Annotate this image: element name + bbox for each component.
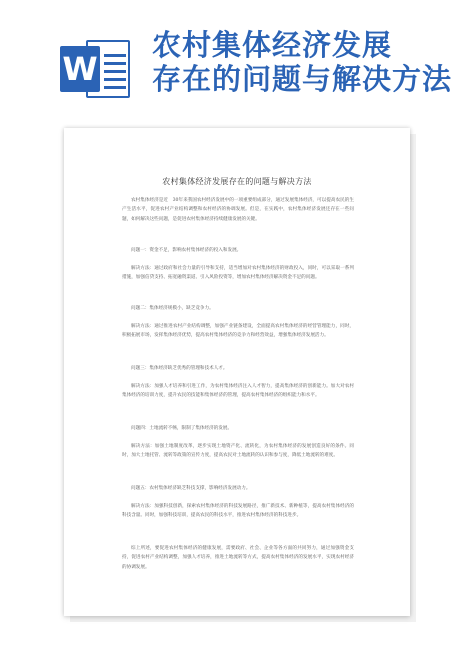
paragraph-conclusion: 综上所述，要促进农村集体经济的健康发展，需要政府、社会、企业等各方面的共同努力，通过加强资金支持，促进农村产业结构调整，加强人才培养，推进土地流转等方式，提高农村集体经济的发展水平，实现农村经济的协调发展。 — [122, 546, 354, 570]
banner-title — [152, 28, 474, 96]
paragraph-solution-1: 解决方法：通过政府和社会力量的引导和支持，适当增加对农村集体经济的财政投入，同时，可以采取一系列措施，加强信贷支持、拓宽融资渠道、引入风险投资等，增加农村集体经济解决资金不足的问题。 — [122, 266, 354, 281]
banner-title-line-2: 存在的问题与解决方法 — [152, 62, 453, 96]
paragraph-solution-3: 解决方法：加强人才培养和引进工作，为农村集体经济注入人才智力，提高集体经济的创新能力。加大对农村集体经济的培训力度，提升农民的技能和集体经济的管理，提高农村集体经济的组织能力和水平。 — [122, 384, 354, 399]
paragraph-problem-4: 问题四：土地流转不畅，限制了集体经济的发展。 — [131, 426, 233, 431]
document-page — [64, 128, 410, 616]
document-title: 农村集体经济发展存在的问题与解决方法 — [162, 177, 312, 186]
paragraph-solution-2: 解决方法：通过推进农村产业结构调整，加强产业链条建设，全面提高农村集体经济的经营管理能力，同时，积极拓展市场，发挥集体经济优势，提高农村集体经济的竞争力和经营效益，增强集体经济发展活力。 — [122, 324, 354, 339]
banner-title-line-1: 农村集体经济发展 — [152, 28, 393, 62]
paragraph-problem-2: 问题二：集体经济规模小，缺乏竞争力。 — [131, 306, 214, 311]
paragraph-problem-5: 问题五：农村集体经济缺乏科技支撑，影响经济发展动力。 — [131, 486, 251, 491]
word-letter-tile: W — [60, 46, 100, 92]
paragraph-intro: 农村集体经济是近 30年来我国农村经济发展中的一项重要组成部分，通过发展集体经济，可以提高农民的生产生活水平，促进农村产业结构调整和农村经济的协调发展。但是，在实践中，农村集体经济发展还存在一些问题，如何解决这些问题，是促进农村集体经济持续健康发展的关键。 — [122, 198, 354, 222]
paragraph-problem-1: 问题一：资金不足，影响农村集体经济的投入和发展。 — [131, 248, 242, 253]
word-document-icon — [60, 40, 132, 98]
paragraph-solution-4: 解决方法：加强土地制度改革，逐步实现土地资产化、流转化，为农村集体经济的发展创造良好的条件。同时，加大土地托管、流转等政策的宣传力度，提高农民对土地流转的认识和参与度，降低土地流转的难度。 — [122, 444, 354, 459]
paragraph-solution-5: 解决方法：加强科技创新，探索农村集体经济的科技发展路径，推广新技术、新种植等，提高农村集体经济的科技含量。同时，加强科技培训，提高农民的科技水平，推进农村集体经济的科技进步。 — [122, 504, 354, 519]
paragraph-problem-3: 问题三：集体经济缺乏优秀的管理和技术人才。 — [131, 366, 228, 371]
header-banner — [0, 0, 474, 112]
